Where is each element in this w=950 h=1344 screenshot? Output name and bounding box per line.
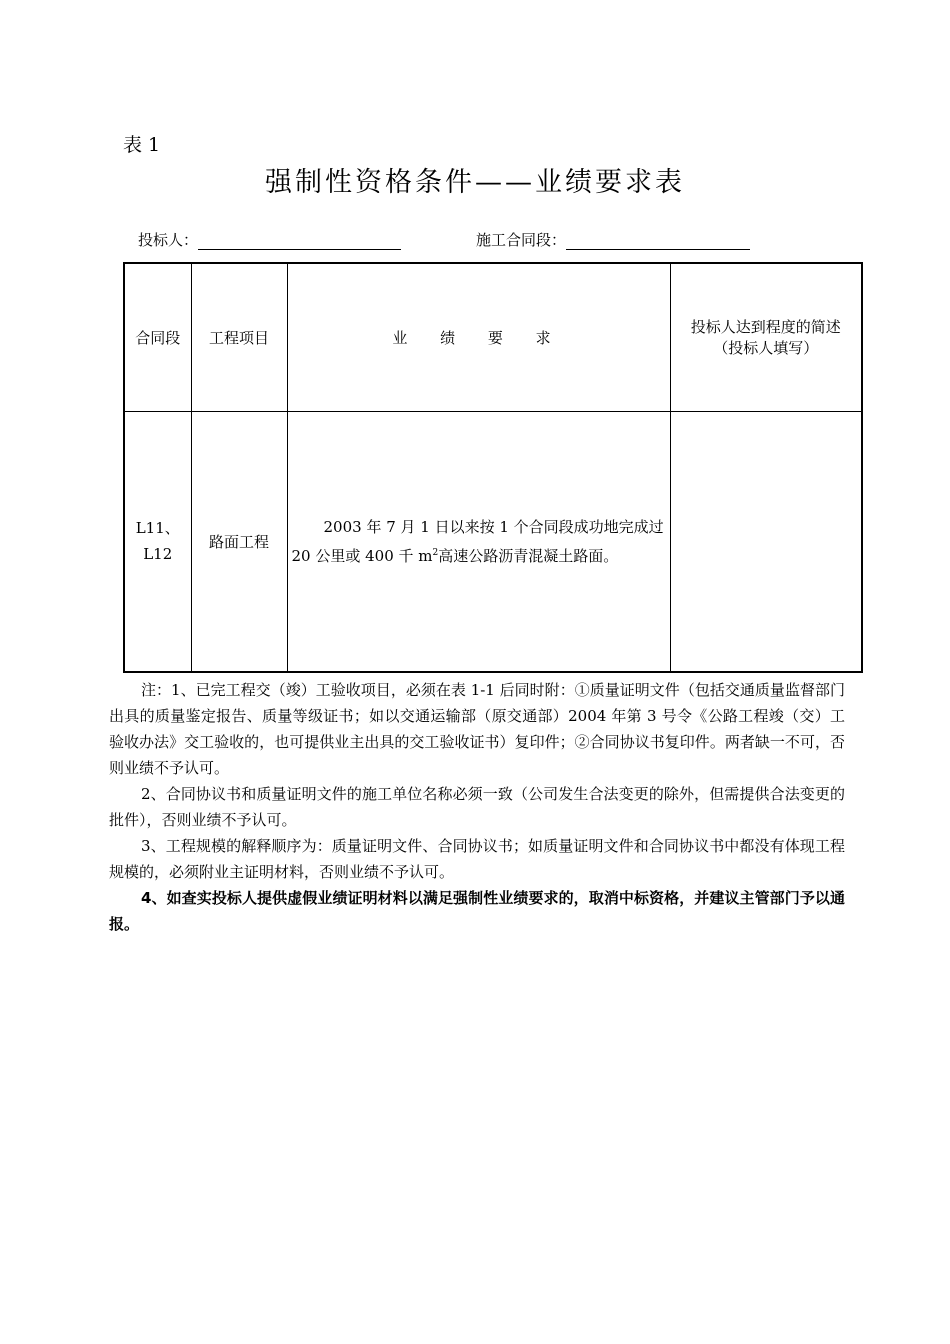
contract-section-field [476, 229, 750, 250]
bidder-label: 投标人： [138, 231, 199, 249]
requirement-text-1: 2003 年 7 月 1 日以来按 1 个合同段成功地完成过 20 公里或 400 千 m [291, 517, 664, 565]
header-contract-section: 合同段 [124, 263, 191, 411]
header-description-line2: （投标人填写） [713, 339, 819, 358]
bidder-field [138, 229, 401, 250]
bidder-blank-line[interactable] [198, 233, 401, 250]
note-1: 注：1、已完工程交（竣）工验收项目，必须在表 1-1 后同时附：①质量证明文件（包括交通质量监督部门出具的质量鉴定报告、质量等级证书；如以交通运输部（原交通部）2004 年第 3 号令《公路工程竣（交）工验收办法》交工验收的，也可提供业主出具的交工验收证书）复印件；②合同协议书复印件。两者缺一不可，否则业绩不予认可。 [109, 681, 845, 777]
page-title: 强制性资格条件——业绩要求表 [265, 167, 685, 198]
requirement-text-2: 高速公路沥青混凝土路面。 [438, 546, 619, 565]
requirement-superscript: 2 [432, 547, 439, 558]
performance-requirements-table [123, 262, 863, 673]
cell-requirement [287, 411, 670, 672]
cell-project: 路面工程 [191, 411, 287, 672]
notes-section [109, 677, 845, 937]
note-2: 2、合同协议书和质量证明文件的施工单位名称必须一致（公司发生合法变更的除外，但需提供合法变更的批件），否则业绩不予认可。 [109, 785, 845, 829]
note-4: 4、如查实投标人提供虚假业绩证明材料以满足强制性业绩要求的，取消中标资格，并建议主管部门予以通报。 [109, 889, 845, 933]
header-requirement: 业 绩 要 求 [287, 263, 670, 411]
table-number: 表 1 [123, 134, 161, 156]
cell-contract-section [124, 411, 191, 672]
header-description [670, 263, 862, 411]
contract-section-label: 施工合同段： [476, 231, 567, 249]
contract-section-blank-line[interactable] [566, 233, 750, 250]
cell-description[interactable] [670, 411, 862, 672]
table-row [124, 411, 862, 672]
note-3: 3、工程规模的解释顺序为：质量证明文件、合同协议书；如质量证明文件和合同协议书中都没有体现工程规模的，必须附业主证明材料，否则业绩不予认可。 [109, 837, 845, 881]
header-description-line1: 投标人达到程度的简述 [690, 318, 841, 337]
cell-section-line2: L12 [143, 545, 173, 564]
table-header-row [124, 263, 862, 411]
header-project: 工程项目 [191, 263, 287, 411]
cell-section-line1: L11、 [135, 519, 180, 538]
